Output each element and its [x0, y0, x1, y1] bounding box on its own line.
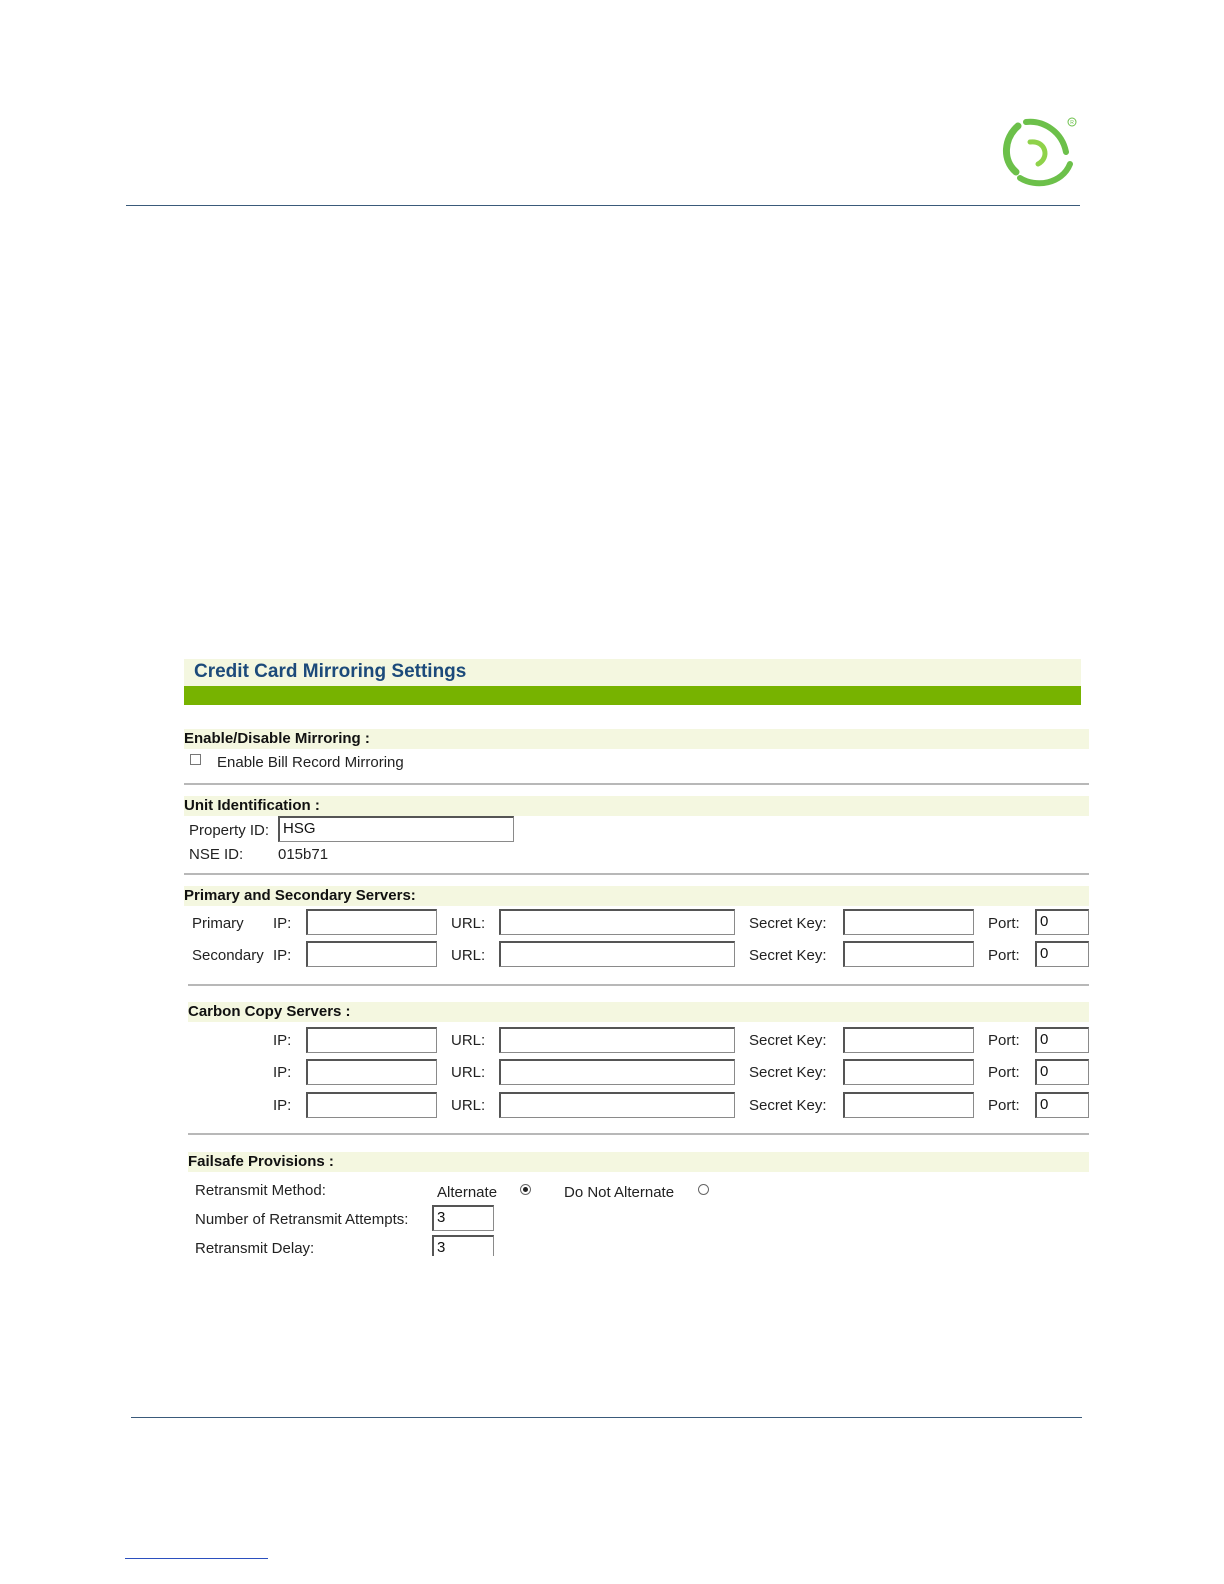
cc3-ip-label: IP:: [273, 1097, 292, 1114]
cc2-ip-label: IP:: [273, 1064, 292, 1081]
primary-ip-input[interactable]: [306, 909, 437, 935]
footer-rule: [131, 1417, 1082, 1418]
cc1-port-input[interactable]: 0: [1035, 1027, 1089, 1053]
section-divider: [184, 873, 1089, 875]
cc3-key-input[interactable]: [843, 1092, 974, 1118]
footer-link-underline: [125, 1558, 268, 1559]
cc1-key-input[interactable]: [843, 1027, 974, 1053]
section-divider: [188, 1133, 1089, 1135]
secondary-port-input[interactable]: 0: [1035, 941, 1089, 967]
servers-heading: Primary and Secondary Servers:: [184, 887, 416, 904]
cc1-ip-label: IP:: [273, 1032, 292, 1049]
secondary-ip-input[interactable]: [306, 941, 437, 967]
cc1-ip-input[interactable]: [306, 1027, 437, 1053]
primary-port-label: Port:: [988, 915, 1020, 932]
failsafe-heading: Failsafe Provisions :: [188, 1153, 334, 1170]
cc3-url-input[interactable]: [499, 1092, 735, 1118]
primary-label: Primary: [192, 915, 244, 932]
cc2-key-input[interactable]: [843, 1059, 974, 1085]
panel-title: Credit Card Mirroring Settings: [194, 661, 467, 682]
cc1-url-input[interactable]: [499, 1027, 735, 1053]
retransmit-delay-input[interactable]: 3: [432, 1235, 494, 1256]
cc1-key-label: Secret Key:: [749, 1032, 827, 1049]
section-divider: [184, 783, 1089, 785]
retransmit-attempts-input[interactable]: 3: [432, 1205, 494, 1231]
primary-url-input[interactable]: [499, 909, 735, 935]
cc1-port-label: Port:: [988, 1032, 1020, 1049]
cc3-port-label: Port:: [988, 1097, 1020, 1114]
primary-port-input[interactable]: 0: [1035, 909, 1089, 935]
cc2-url-label: URL:: [451, 1064, 486, 1081]
retransmit-method-label: Retransmit Method:: [195, 1182, 326, 1199]
primary-key-input[interactable]: [843, 909, 974, 935]
cc2-url-input[interactable]: [499, 1059, 735, 1085]
alternate-radio[interactable]: [520, 1184, 531, 1195]
company-logo: [996, 112, 1082, 188]
enable-mirroring-label: Enable Bill Record Mirroring: [217, 754, 404, 771]
alternate-label: Alternate: [437, 1184, 498, 1201]
cc3-port-input[interactable]: 0: [1035, 1092, 1089, 1118]
nse-id-value: 015b71: [278, 846, 329, 863]
do-not-alternate-radio[interactable]: [698, 1184, 709, 1195]
cc1-url-label: URL:: [451, 1032, 486, 1049]
do-not-alternate-label: Do Not Alternate: [564, 1184, 675, 1201]
secondary-url-input[interactable]: [499, 941, 735, 967]
secondary-port-label: Port:: [988, 947, 1020, 964]
retransmit-delay-label: Retransmit Delay:: [195, 1240, 315, 1256]
cc2-key-label: Secret Key:: [749, 1064, 827, 1081]
property-id-label: Property ID:: [189, 822, 270, 839]
mirroring-heading: Enable/Disable Mirroring :: [184, 730, 370, 747]
cc2-ip-input[interactable]: [306, 1059, 437, 1085]
secondary-key-label: Secret Key:: [749, 947, 827, 964]
panel-accent-bar: [184, 686, 1081, 705]
primary-ip-label: IP:: [273, 915, 292, 932]
unit-heading: Unit Identification :: [184, 797, 320, 814]
property-id-input[interactable]: HSG: [278, 816, 514, 842]
retransmit-attempts-label: Number of Retransmit Attempts:: [195, 1211, 409, 1228]
nse-id-label: NSE ID:: [189, 846, 244, 863]
enable-mirroring-checkbox[interactable]: [190, 754, 201, 765]
svg-text:R: R: [1070, 120, 1074, 126]
secondary-url-label: URL:: [451, 947, 486, 964]
primary-key-label: Secret Key:: [749, 915, 827, 932]
header-rule: [126, 205, 1080, 206]
cc3-ip-input[interactable]: [306, 1092, 437, 1118]
cc2-port-label: Port:: [988, 1064, 1020, 1081]
secondary-key-input[interactable]: [843, 941, 974, 967]
secondary-label: Secondary: [192, 947, 264, 964]
primary-url-label: URL:: [451, 915, 486, 932]
cc3-key-label: Secret Key:: [749, 1097, 827, 1114]
section-divider: [188, 984, 1089, 986]
retransmit-delay-row: [184, 1232, 504, 1256]
cc2-port-input[interactable]: 0: [1035, 1059, 1089, 1085]
cc3-url-label: URL:: [451, 1097, 486, 1114]
carbon-heading: Carbon Copy Servers :: [188, 1003, 351, 1020]
secondary-ip-label: IP:: [273, 947, 292, 964]
